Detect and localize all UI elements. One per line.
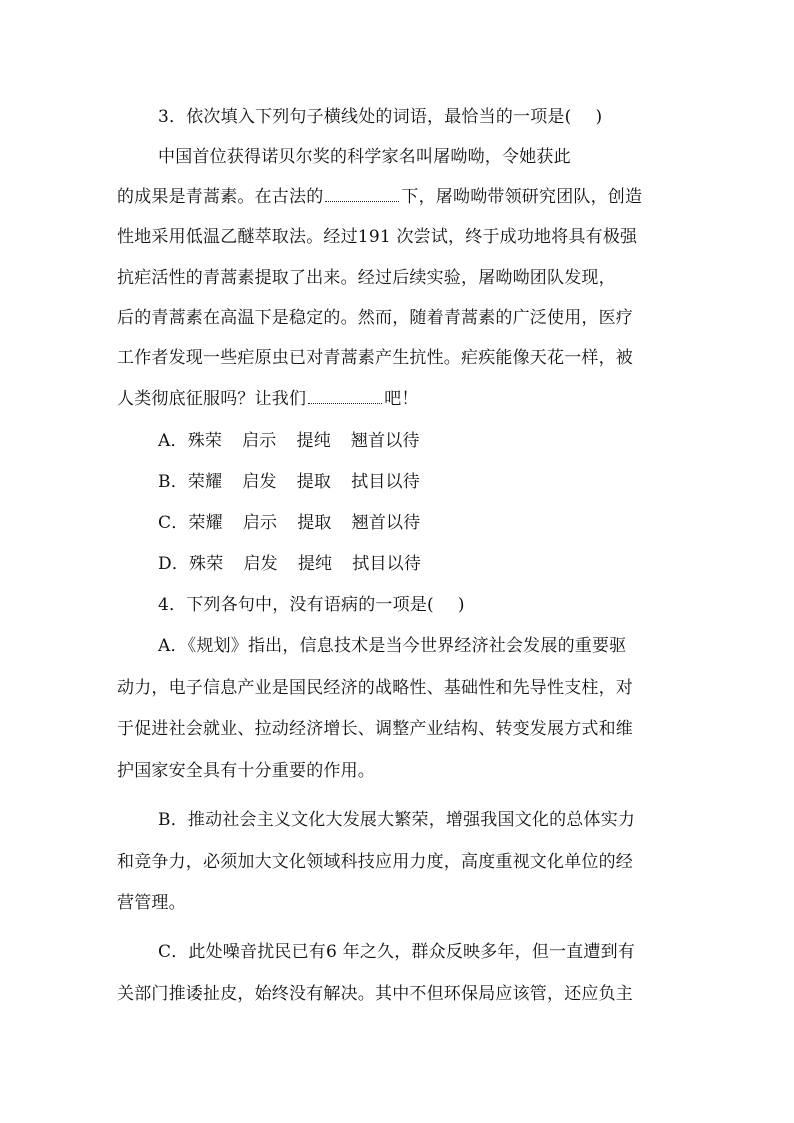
option-word: 拭目以待 — [351, 472, 420, 492]
q4-paren-open: ( — [427, 595, 434, 615]
q3-passage-line-7 — [117, 391, 419, 408]
option-label: C． — [158, 513, 189, 533]
q3-passage-line-3: 性地采用低温乙醚萃取法。经过191 次尝试，终于成功地将具有极强 — [117, 227, 638, 247]
option-word: 启发 — [242, 472, 277, 492]
q4-option-b-line-2: 和竞争力，必须加大文化领域科技应用力度，高度重视文化单位的经 — [117, 852, 633, 872]
q4-option-a-line-4: 护国家安全具有十分重要的作用。 — [117, 761, 375, 781]
option-word: 提纯 — [297, 554, 333, 574]
option-word: 荣耀 — [188, 513, 223, 533]
q4-option-a-line-1: A．《规划》指出，信息技术是当今世界经济社会发展的重要驱 — [158, 636, 627, 656]
q4-option-b-line-1: B．推动社会主义文化大发展大繁荣，增强我国文化的总体实力 — [158, 810, 636, 830]
q3-paren-open: ( — [564, 107, 572, 127]
option-label: B． — [158, 472, 188, 492]
option-word: 提纯 — [296, 431, 331, 451]
option-word: 翘首以待 — [351, 513, 421, 533]
q3-passage-line-7-part-b: 吧！ — [384, 389, 419, 409]
option-label: D． — [158, 554, 190, 574]
option-word: 启示 — [242, 513, 278, 533]
q4-option-c-line-1: C．此处噪音扰民已有6 年之久，群众反映多年，但一直遭到有 — [158, 942, 636, 962]
option-word: 启发 — [243, 554, 278, 574]
q3-passage-line-2-part-a: 的成果是青蒿素。在古法的 — [117, 187, 324, 207]
option-word: 提取 — [297, 513, 332, 533]
q3-passage-line-4: 抗疟活性的青蒿素提取了出来。经过后续实验，屠呦呦团队发现， — [117, 268, 616, 288]
option-word: 翘首以待 — [350, 431, 420, 451]
q3-passage-line-2 — [117, 189, 642, 206]
option-word: 启示 — [242, 431, 277, 451]
option-word: 殊荣 — [189, 554, 224, 574]
q4-option-a-line-3: 于促进社会就业、拉动经济增长、调整产业结构、转变发展方式和维 — [117, 719, 633, 739]
q4-option-a-line-2: 动力，电子信息产业是国民经济的战略性、基础性和先导性支柱，对 — [117, 678, 633, 698]
q3-fill-blank-1 — [325, 200, 399, 202]
q3-passage-line-1: 中国首位获得诺贝尔奖的科学家名叫屠呦呦，令她获此 — [158, 147, 571, 167]
q3-passage-line-7-part-a: 人类彻底征服吗？让我们 — [117, 389, 307, 409]
q3-passage-line-2-part-b: 下，屠呦呦带领研究团队，创造 — [401, 187, 643, 207]
q4-title-text: 4．下列各句中，没有语病的一项是 — [158, 595, 428, 615]
q4-option-b-line-3: 营管理。 — [117, 893, 186, 913]
q3-passage-line-6: 工作者发现一些疟原虫已对青蒿素产生抗性。疟疾能像天花一样，被 — [117, 348, 633, 368]
q3-option-d — [158, 556, 421, 573]
q3-title-text: 3．依次填入下列句子横线处的词语，最恰当的一项是 — [158, 107, 565, 127]
q4-option-c-line-2: 关部门推诿扯皮，始终没有解决。其中不但环保局应该管，还应负主 — [117, 984, 633, 1004]
q3-paren-close: ) — [595, 107, 603, 127]
option-word: 拭目以待 — [352, 554, 422, 574]
q3-title — [158, 109, 602, 126]
q3-option-a — [158, 433, 420, 450]
q4-title — [158, 597, 465, 614]
option-word: 提取 — [296, 472, 332, 492]
q3-option-c — [158, 515, 420, 532]
option-word: 荣耀 — [187, 472, 223, 492]
q3-fill-blank-2 — [308, 402, 382, 404]
q4-paren-close: ) — [457, 595, 465, 615]
q3-option-b — [158, 474, 420, 491]
option-label: A． — [158, 431, 188, 451]
q3-passage-line-5: 后的青蒿素在高温下是稳定的。然而，随着青蒿素的广泛使用，医疗 — [117, 308, 633, 328]
option-word: 殊荣 — [187, 431, 223, 451]
